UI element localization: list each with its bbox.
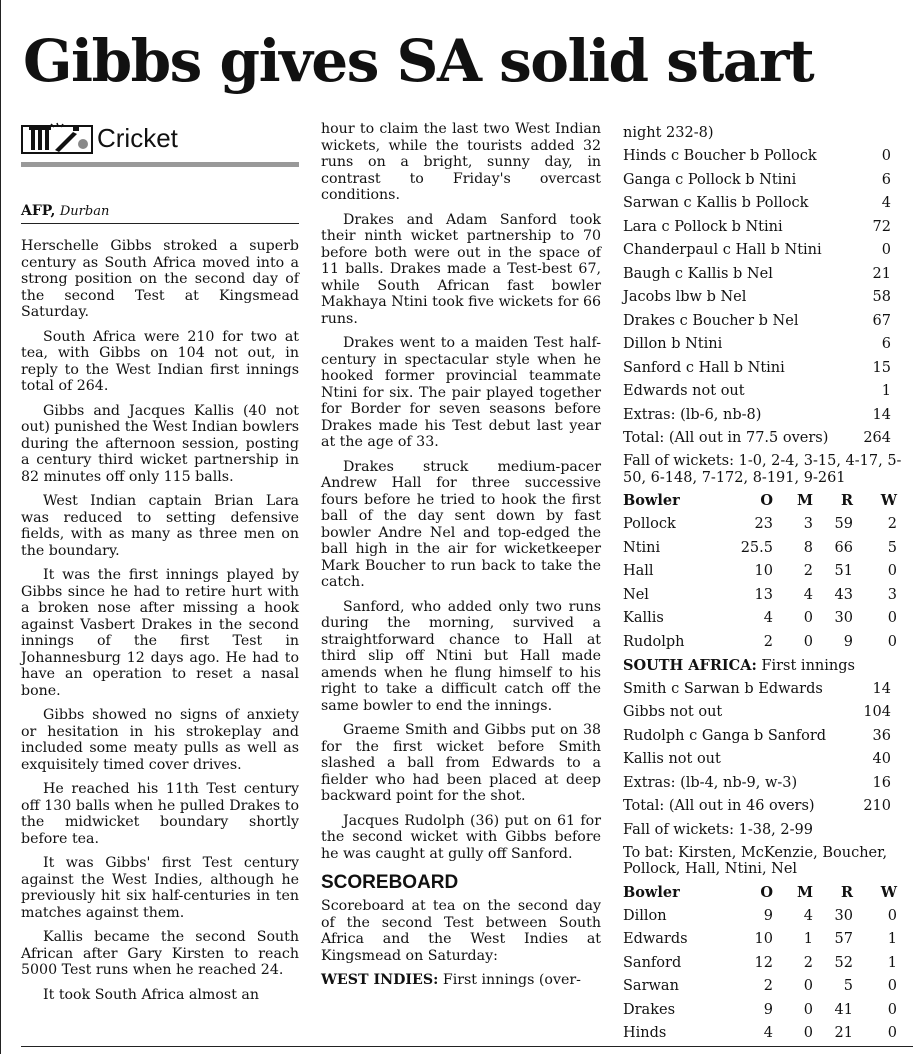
bowling-figure: 0 bbox=[803, 1001, 813, 1018]
bowling-figure: 41 bbox=[834, 1001, 853, 1018]
bowling-figure: 0 bbox=[887, 907, 897, 924]
batting-row bbox=[623, 748, 913, 772]
batsman-dismissal: Extras: (lb-6, nb-8) bbox=[623, 406, 762, 423]
column-1 bbox=[21, 118, 299, 1011]
bowling-figure: 9 bbox=[763, 907, 773, 924]
bowling-figure: 0 bbox=[887, 1001, 897, 1018]
bowling-figure: 4 bbox=[763, 610, 773, 627]
paragraph: He reached his 11th Test century off 130 balls when he pulled Drakes to the midwicket boundary shortly before tea. bbox=[21, 781, 299, 847]
batsman-runs: 58 bbox=[872, 289, 891, 306]
bowler-name: Hall bbox=[623, 563, 654, 580]
batsman-runs: 6 bbox=[881, 336, 891, 353]
batsman-dismissal: Extras: (lb-4, nb-9, w-3) bbox=[623, 774, 798, 791]
batsman-runs: 72 bbox=[872, 218, 891, 235]
batting-row bbox=[623, 771, 913, 795]
batting-row bbox=[623, 427, 913, 451]
batsman-runs: 14 bbox=[872, 680, 891, 697]
bowling-figure: 3 bbox=[887, 586, 897, 603]
batting-row bbox=[623, 403, 913, 427]
bowling-row bbox=[623, 928, 913, 952]
batting-row bbox=[623, 309, 913, 333]
bowling-figure: 0 bbox=[887, 563, 897, 580]
sa-label: SOUTH AFRICA: bbox=[623, 656, 757, 674]
sa-to-bat: To bat: Kirsten, McKenzie, Boucher, Pollock, Hall, Ntini, Nel bbox=[623, 844, 888, 877]
batsman-dismissal: Lara c Pollock b Ntini bbox=[623, 218, 783, 235]
bowling-header-cell: Bowler bbox=[623, 492, 680, 510]
batsman-runs: 4 bbox=[881, 195, 891, 212]
batsman-dismissal: Edwards not out bbox=[623, 383, 745, 400]
batsman-runs: 16 bbox=[872, 774, 891, 791]
paragraph: South Africa were 210 for two at tea, with Gibbs on 104 not out, in reply to the West Indian first innings total of 264. bbox=[21, 328, 299, 394]
batsman-dismissal: Dillon b Ntini bbox=[623, 336, 723, 353]
section-rule bbox=[21, 162, 299, 167]
bowler-name: Rudolph bbox=[623, 633, 685, 650]
bowling-row bbox=[623, 583, 913, 607]
bowling-figure: 1 bbox=[887, 954, 897, 971]
wi-intro-cont: night 232-8) bbox=[623, 124, 714, 141]
batsman-runs: 104 bbox=[863, 704, 891, 721]
bowler-name: Ntini bbox=[623, 539, 661, 556]
bowling-figure: 23 bbox=[754, 516, 773, 533]
batsman-runs: 0 bbox=[881, 242, 891, 259]
batsman-runs: 264 bbox=[863, 430, 891, 447]
bowling-figure: 0 bbox=[803, 1025, 813, 1042]
bowling-row bbox=[623, 1022, 913, 1046]
bowler-name: Pollock bbox=[623, 516, 676, 533]
batting-row bbox=[623, 795, 913, 819]
batsman-dismissal: Chanderpaul c Hall b Ntini bbox=[623, 242, 822, 259]
bowling-header-cell: W bbox=[880, 883, 897, 901]
bowling-row bbox=[623, 513, 913, 537]
bowling-header-cell: O bbox=[760, 883, 773, 901]
bowling-figure: 2 bbox=[763, 633, 773, 650]
byline bbox=[21, 203, 299, 219]
bowler-name: Sarwan bbox=[623, 978, 679, 995]
wi-label: WEST INDIES: bbox=[321, 972, 439, 988]
paragraph: Gibbs and Jacques Kallis (40 not out) punished the West Indian bowlers during the afternoon session, posting a century third wicket partnership in 82 minutes off only 115 balls. bbox=[21, 402, 300, 485]
headline: Gibbs gives SA solid start bbox=[23, 27, 814, 95]
bowling-figure: 5 bbox=[843, 978, 853, 995]
bowler-name: Nel bbox=[623, 586, 649, 603]
bowling-row bbox=[623, 536, 913, 560]
batting-row bbox=[623, 239, 913, 263]
byline-place: Durban bbox=[59, 204, 110, 219]
batsman-dismissal: Ganga c Pollock b Ntini bbox=[623, 171, 797, 188]
sa-batting-list bbox=[623, 677, 913, 818]
paragraph: Sanford, who added only two runs during the morning, survived a straightforward chance to Hall at third slip off Ntini but Hall made amends when he flung himself to his right to take a difficult catch off the same bowler to end the innings. bbox=[321, 598, 601, 714]
paragraph: It was the first innings played by Gibbs since he had to retire hurt with a broken nose after missing a hook against Vasbert Drakes in the second innings of the first Test in Johannesburg 12 days ago. He had to have an operation to reset a nasal bone. bbox=[21, 567, 299, 699]
sa-intro-text: First innings bbox=[756, 657, 855, 674]
batting-row bbox=[623, 215, 913, 239]
paragraph: hour to claim the last two West Indian wickets, while the tourists added 32 runs on a bright, sunny day, in contrast to Friday's overcast conditions. bbox=[321, 121, 601, 203]
byline-rule bbox=[21, 223, 299, 224]
bowling-figure: 0 bbox=[803, 633, 813, 650]
batsman-dismissal: Sarwan c Kallis b Pollock bbox=[623, 195, 809, 212]
bowling-figure: 59 bbox=[834, 516, 853, 533]
batting-row bbox=[623, 286, 913, 310]
bowling-header-row bbox=[623, 489, 913, 513]
bowling-figure: 0 bbox=[887, 633, 897, 650]
bowling-figure: 4 bbox=[763, 1025, 773, 1042]
batsman-runs: 36 bbox=[872, 727, 891, 744]
batsman-dismissal: Kallis not out bbox=[623, 751, 721, 768]
bowling-figure: 2 bbox=[803, 563, 813, 580]
bowling-figure: 1 bbox=[803, 931, 813, 948]
batsman-dismissal: Drakes c Boucher b Nel bbox=[623, 312, 799, 329]
column-3-scorecard bbox=[623, 121, 913, 1045]
paragraph: It was Gibbs' first Test century against the West Indies, although he previously hit six half-centuries in ten matches against them. bbox=[21, 855, 299, 921]
bowling-figure: 5 bbox=[887, 539, 897, 556]
sa-fall-of-wickets: Fall of wickets: 1-38, 2-99 bbox=[623, 821, 813, 838]
scoreboard-heading: SCOREBOARD bbox=[321, 872, 459, 893]
bowling-header-cell: M bbox=[796, 883, 813, 901]
batting-row bbox=[623, 677, 913, 701]
batting-row bbox=[623, 380, 913, 404]
batsman-runs: 15 bbox=[872, 359, 891, 376]
wi-intro-text: First innings (over- bbox=[438, 972, 581, 988]
bowler-name: Edwards bbox=[623, 931, 688, 948]
batsman-dismissal: Baugh c Kallis b Nel bbox=[623, 265, 773, 282]
bowling-header-cell: R bbox=[840, 492, 853, 510]
bowling-figure: 0 bbox=[803, 610, 813, 627]
paragraph: Kallis became the second South African after Gary Kirsten to reach 5000 Test runs when he reached 24. bbox=[21, 929, 299, 978]
batting-row bbox=[623, 262, 913, 286]
paragraph: Graeme Smith and Gibbs put on 38 for the first wicket before Smith slashed a ball from Edwards to a fielder who had been placed at deep backward point for the shot. bbox=[321, 722, 601, 804]
paragraph: It took South Africa almost an bbox=[43, 986, 260, 1003]
bowling-figure: 2 bbox=[887, 516, 897, 533]
batsman-runs: 14 bbox=[872, 406, 891, 423]
paragraph: Drakes and Adam Sanford took their ninth wicket partnership to 70 before both were out in the space of 11 balls. Drakes made a Test-best 67, while South African fast bowler Makhaya Ntini took five wickets for 66 runs. bbox=[321, 211, 601, 327]
batting-row bbox=[623, 356, 913, 380]
sa-bowling-table bbox=[623, 489, 913, 654]
bowler-name: Drakes bbox=[623, 1001, 676, 1018]
batsman-dismissal: Sanford c Hall b Ntini bbox=[623, 359, 785, 376]
paragraph: West Indian captain Brian Lara was reduced to setting defensive fields, with as many as three men on the boundary. bbox=[21, 493, 299, 559]
batting-row bbox=[623, 168, 913, 192]
wi-bowling-table bbox=[623, 881, 913, 1046]
bowling-figure: 43 bbox=[834, 586, 853, 603]
batting-row bbox=[623, 701, 913, 725]
batsman-runs: 40 bbox=[872, 751, 891, 768]
paragraph: Herschelle Gibbs stroked a superb century as South Africa moved into a strong position on the second day of the second Test at Kingsmead Saturday. bbox=[21, 238, 299, 320]
bottom-rule bbox=[21, 1046, 913, 1047]
batsman-dismissal: Gibbs not out bbox=[623, 704, 723, 721]
bowling-header-cell: O bbox=[760, 492, 773, 510]
bowling-figure: 0 bbox=[887, 1025, 897, 1042]
bowling-header-row bbox=[623, 881, 913, 905]
batsman-dismissal: Total: (All out in 46 overs) bbox=[623, 798, 815, 815]
batsman-runs: 0 bbox=[881, 148, 891, 165]
byline-agency: AFP, bbox=[21, 203, 56, 219]
bowling-figure: 0 bbox=[803, 978, 813, 995]
bowling-figure: 57 bbox=[834, 931, 853, 948]
wi-fall-of-wickets: Fall of wickets: 1-0, 2-4, 3-15, 4-17, 5-50, 6-148, 7-172, 8-191, 9-261 bbox=[623, 453, 902, 486]
bowling-figure: 4 bbox=[803, 586, 813, 603]
bowling-header-cell: M bbox=[796, 492, 813, 510]
bowling-header-cell: R bbox=[840, 883, 853, 901]
wi-innings-intro bbox=[321, 972, 601, 989]
section-label: Cricket bbox=[97, 122, 178, 153]
bowling-row bbox=[623, 951, 913, 975]
bowler-name: Kallis bbox=[623, 610, 664, 627]
batting-row bbox=[623, 145, 913, 169]
bowling-row bbox=[623, 975, 913, 999]
bowling-figure: 2 bbox=[763, 978, 773, 995]
bowling-figure: 21 bbox=[834, 1025, 853, 1042]
batting-row bbox=[623, 192, 913, 216]
batting-row bbox=[623, 724, 913, 748]
column-2 bbox=[321, 121, 601, 997]
bowling-figure: 0 bbox=[887, 978, 897, 995]
bowling-figure: 4 bbox=[803, 907, 813, 924]
bowling-figure: 12 bbox=[754, 954, 773, 971]
paragraph: Drakes struck medium-pacer Andrew Hall for three successive fours before he tried to hook the first ball of the day sent down by fast bowler Andre Nel and top-edged the ball high in the air for wicketkeeper Mark Boucher to run back to take the catch. bbox=[321, 458, 601, 590]
bowling-figure: 30 bbox=[834, 610, 853, 627]
bowler-name: Dillon bbox=[623, 907, 667, 924]
bowling-figure: 30 bbox=[834, 907, 853, 924]
bowling-figure: 66 bbox=[834, 539, 853, 556]
bowling-figure: 10 bbox=[754, 563, 773, 580]
batsman-runs: 210 bbox=[863, 798, 891, 815]
batsman-runs: 1 bbox=[881, 383, 891, 400]
bowling-row bbox=[623, 607, 913, 631]
paragraph: Gibbs showed no signs of anxiety or hesitation in his strokeplay and included some meaty pulls as well as exquisitely timed cover drives. bbox=[21, 707, 299, 773]
paragraph: Drakes went to a maiden Test half-century in spectacular style when he hooked former provincial teammate Ntini for six. The pair played together for Border for seven seasons before Drakes made his Test debut last year at the age of 33. bbox=[321, 335, 601, 450]
bowler-name: Hinds bbox=[623, 1025, 667, 1042]
bowling-figure: 25.5 bbox=[740, 539, 773, 556]
cricket-stumps-icon bbox=[21, 122, 93, 154]
bowling-header-cell: Bowler bbox=[623, 883, 680, 901]
bowling-row bbox=[623, 904, 913, 928]
batsman-runs: 67 bbox=[872, 312, 891, 329]
wi-batting-list bbox=[623, 145, 913, 451]
bowler-name: Sanford bbox=[623, 954, 682, 971]
batsman-runs: 21 bbox=[872, 265, 891, 282]
paragraph: Jacques Rudolph (36) put on 61 for the second wicket with Gibbs before he was caught at gully off Sanford. bbox=[321, 812, 601, 862]
bowling-figure: 9 bbox=[763, 1001, 773, 1018]
batsman-dismissal: Jacobs lbw b Nel bbox=[623, 289, 747, 306]
bowling-figure: 10 bbox=[754, 931, 773, 948]
batsman-dismissal: Rudolph c Ganga b Sanford bbox=[623, 727, 827, 744]
section-tag bbox=[21, 118, 299, 158]
batsman-dismissal: Hinds c Boucher b Pollock bbox=[623, 148, 817, 165]
bowling-figure: 3 bbox=[803, 516, 813, 533]
bowling-figure: 1 bbox=[887, 931, 897, 948]
bowling-figure: 8 bbox=[803, 539, 813, 556]
batsman-dismissal: Total: (All out in 77.5 overs) bbox=[623, 430, 829, 447]
batsman-runs: 6 bbox=[881, 171, 891, 188]
bowling-row bbox=[623, 998, 913, 1022]
bowling-row bbox=[623, 560, 913, 584]
bowling-figure: 52 bbox=[834, 954, 853, 971]
bowling-figure: 51 bbox=[834, 563, 853, 580]
bowling-row bbox=[623, 630, 913, 654]
bowling-figure: 2 bbox=[803, 954, 813, 971]
bowling-figure: 13 bbox=[754, 586, 773, 603]
bowling-figure: 0 bbox=[887, 610, 897, 627]
batting-row bbox=[623, 333, 913, 357]
scoreboard-intro: Scoreboard at tea on the second day of the second Test between South Africa and the West Indies at Kingsmead on Saturday: bbox=[321, 898, 601, 964]
bowling-figure: 9 bbox=[843, 633, 853, 650]
sa-innings-header bbox=[623, 654, 913, 678]
batsman-dismissal: Smith c Sarwan b Edwards bbox=[623, 680, 823, 697]
bowling-header-cell: W bbox=[880, 492, 897, 510]
